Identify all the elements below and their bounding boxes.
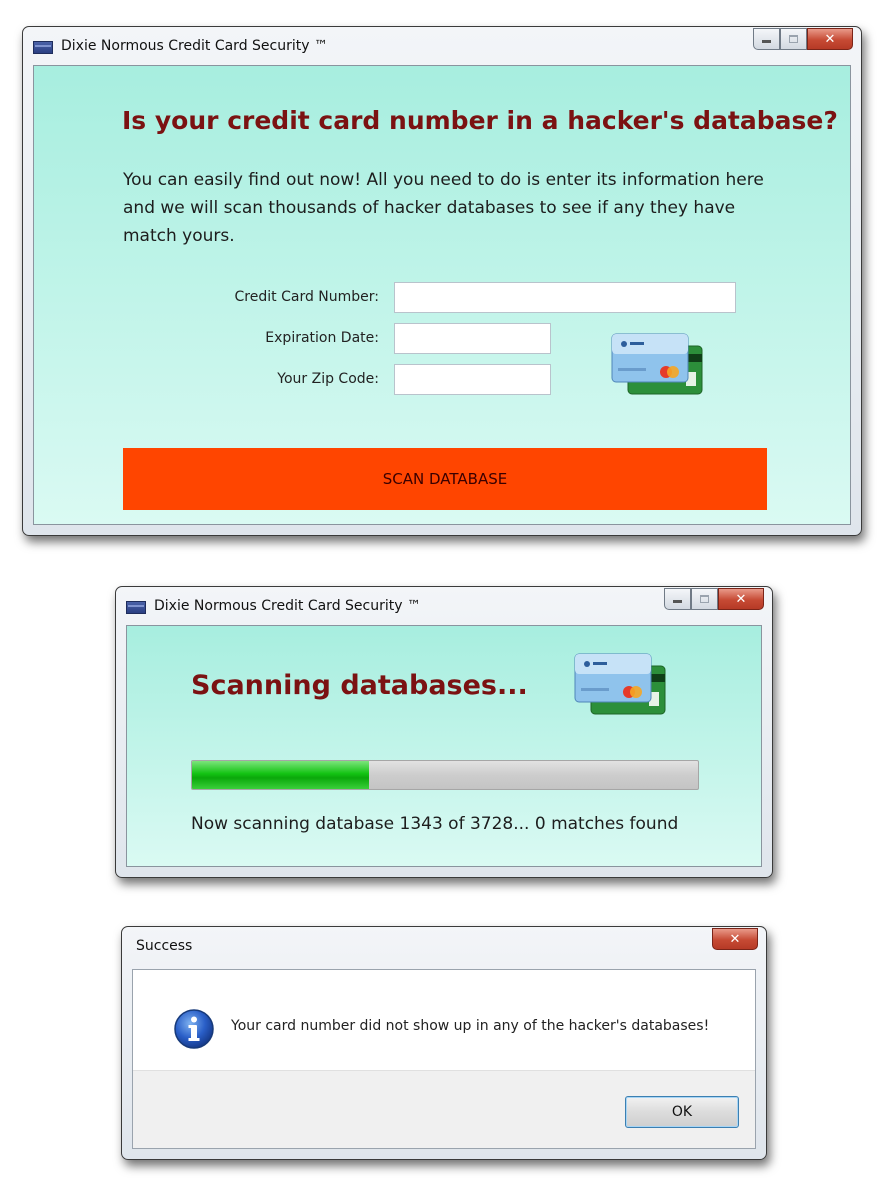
window-controls xyxy=(712,928,758,950)
close-button[interactable] xyxy=(807,28,853,50)
close-icon: ✕ xyxy=(824,31,836,47)
window-controls xyxy=(664,588,764,610)
expiration-date-label: Expiration Date: xyxy=(265,330,379,346)
app-icon xyxy=(126,601,146,614)
card-security-window xyxy=(22,26,862,536)
message-panel xyxy=(132,969,756,1149)
close-button[interactable] xyxy=(718,588,764,610)
success-message: Your card number did not show up in any of the hacker's databases! xyxy=(231,1018,710,1034)
description-text: You can easily find out now! All you need to do is enter its information here and we will scan thousands of hacker databases to see if any they have match yours. xyxy=(123,170,764,246)
card-number-field[interactable] xyxy=(394,282,736,313)
maximize-icon xyxy=(700,595,709,603)
title-bar[interactable] xyxy=(116,587,772,621)
zip-code-label: Your Zip Code: xyxy=(277,371,379,387)
card-number-label: Credit Card Number: xyxy=(234,289,379,305)
minimize-icon xyxy=(762,40,771,43)
minimize-icon xyxy=(673,600,682,603)
title-bar[interactable] xyxy=(122,927,766,961)
progress-panel xyxy=(126,625,762,867)
minimize-button[interactable] xyxy=(753,28,780,50)
scan-progress-bar xyxy=(191,760,699,790)
title-bar[interactable] xyxy=(23,27,861,61)
close-icon: ✕ xyxy=(735,591,747,607)
app-icon xyxy=(33,41,53,54)
scanning-heading: Scanning databases... xyxy=(191,670,528,701)
scan-database-button[interactable]: SCAN DATABASE xyxy=(123,448,767,510)
success-dialog xyxy=(121,926,767,1160)
maximize-button[interactable] xyxy=(691,588,718,610)
form-panel xyxy=(33,65,851,525)
minimize-button[interactable] xyxy=(664,588,691,610)
expiration-date-field[interactable] xyxy=(394,323,551,354)
window-title: Dixie Normous Credit Card Security ™ xyxy=(61,38,328,54)
maximize-icon xyxy=(789,35,798,43)
ok-button[interactable]: OK xyxy=(625,1096,739,1128)
progress-fill xyxy=(192,761,369,789)
close-icon: ✕ xyxy=(729,931,741,947)
window-title: Dixie Normous Credit Card Security ™ xyxy=(154,598,421,614)
maximize-button[interactable] xyxy=(780,28,807,50)
credit-card-icon xyxy=(610,332,706,398)
scan-status-text: Now scanning database 1343 of 3728... 0 matches found xyxy=(191,814,679,834)
zip-code-field[interactable] xyxy=(394,364,551,395)
dialog-footer xyxy=(133,1070,755,1148)
scanning-window xyxy=(115,586,773,878)
window-controls xyxy=(753,28,853,50)
info-icon xyxy=(173,1008,215,1050)
page-title: Is your credit card number in a hacker's database? xyxy=(122,106,838,135)
dialog-title: Success xyxy=(136,938,193,954)
credit-card-icon xyxy=(573,652,669,718)
close-button[interactable] xyxy=(712,928,758,950)
